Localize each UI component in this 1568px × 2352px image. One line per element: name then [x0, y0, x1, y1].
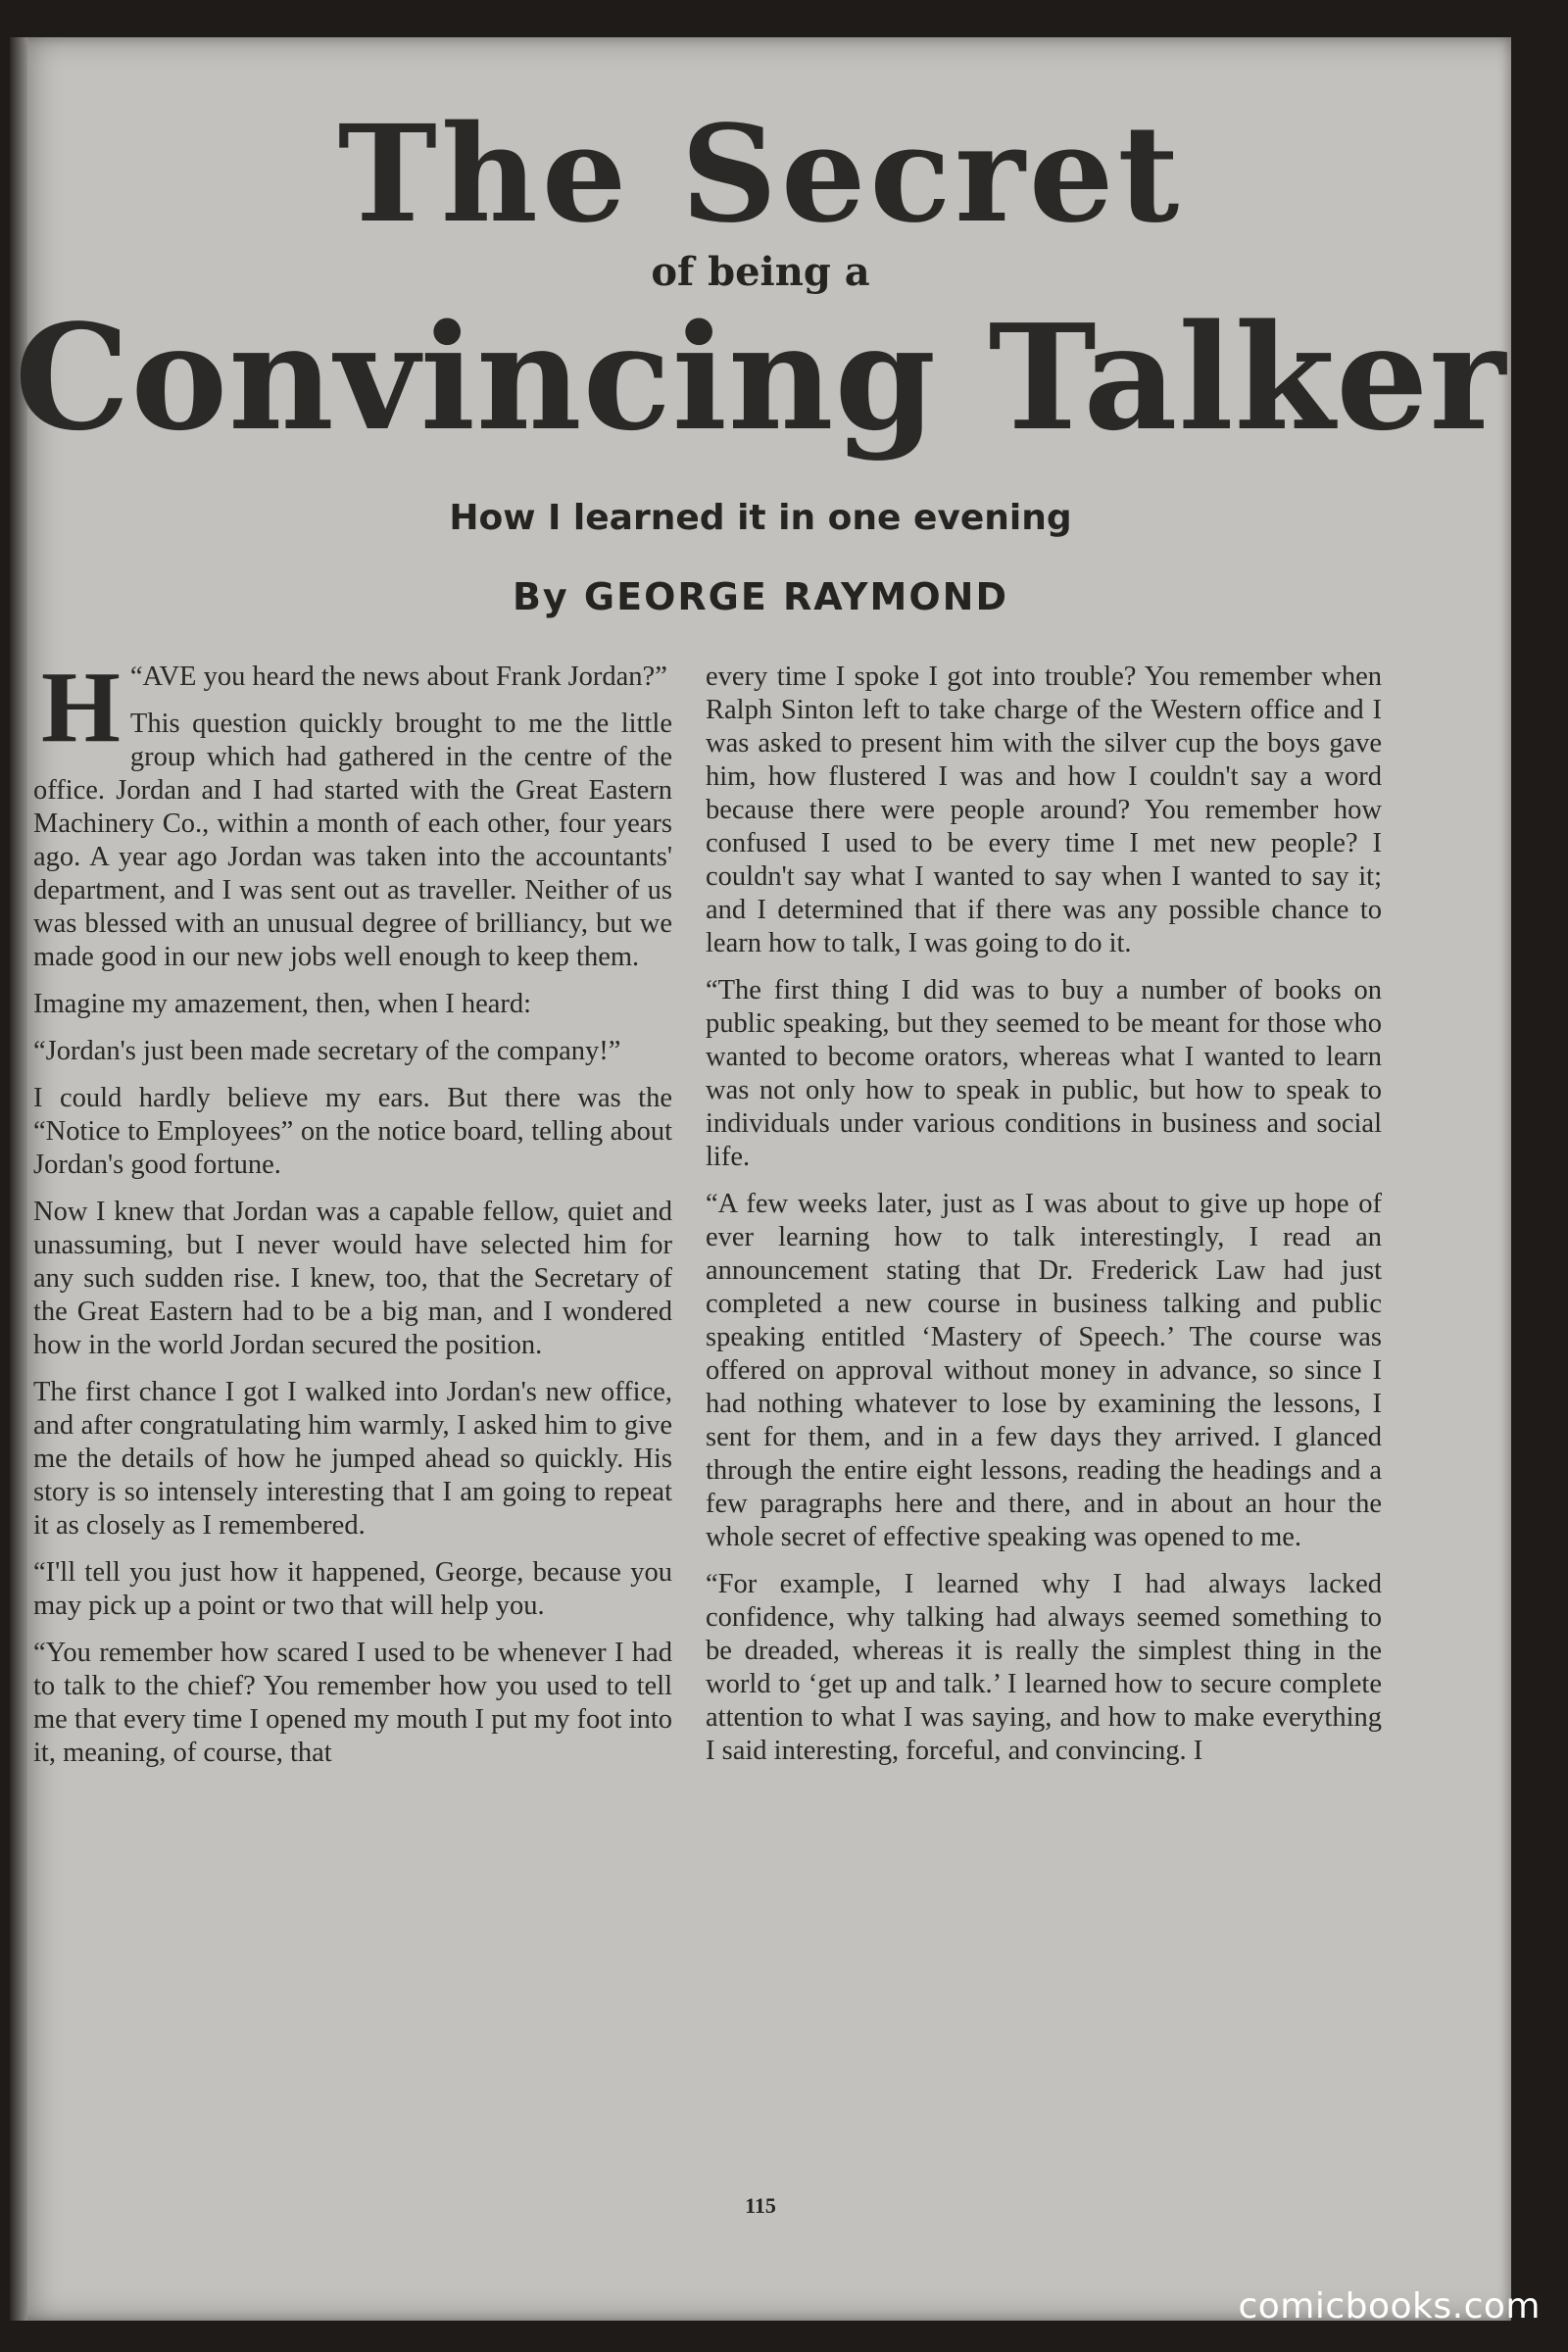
article-subtitle: How I learned it in one evening — [449, 498, 1072, 538]
paragraph: “A few weeks later, just as I was about to give up hope of ever learning how to talk interestingly, I read an announcement stating that Dr. Frederick Law had just completed a new course in business talking and public speaking entitled ‘Mastery of Speech.’ The course was offered on approval without money in advance, so since I had nothing whatever to lose by examining the lessons, I sent for them, and in a few days they arrived. I glanced through the entire eight lessons, reading the headings and a few paragraphs here and there, and in about an hour the whole secret of effective speaking was opened to me. — [706, 1189, 1382, 1552]
paragraph: Now I knew that Jordan was a capable fellow, quiet and unassuming, but I never would have selected him for any such sudden rise. I knew, too, that the Secretary of the Great Eastern had to be a big man, and I wondered how in the world Jordan secured the position. — [33, 1197, 672, 1360]
paragraph: “You remember how scared I used to be whenever I had to talk to the chief? You remember how you used to tell me that every time I opened my mouth I put my foot into it, meaning, of course, that — [33, 1638, 672, 1768]
paragraph: “I'll tell you just how it happened, George, because you may pick up a point or two that will help you. — [33, 1557, 672, 1621]
paragraph: The first chance I got I walked into Jordan's new office, and after congratulating him warmly, I asked him to give me the details of how he jumped ahead so quickly. His story is so intensely interesting that I am going to repeat it as closely as I remembered. — [33, 1377, 672, 1541]
title-line-2: of being a — [651, 249, 870, 295]
magazine-page — [10, 37, 1511, 2321]
paragraph: “Jordan's just been made secretary of the company!” — [33, 1036, 621, 1066]
drop-cap: H — [41, 651, 121, 763]
paragraph: I could hardly believe my ears. But there was the “Notice to Employees” on the notice board, telling about Jordan's good fortune. — [33, 1083, 672, 1180]
paragraph: H “AVE you heard the news about Frank Jordan?” — [41, 651, 667, 763]
title-line-3: Convincing Talker — [14, 292, 1507, 463]
right-text-column — [706, 661, 1382, 1782]
paragraph: Imagine my amazement, then, when I heard: — [33, 989, 532, 1019]
left-text-column — [33, 651, 672, 1784]
site-watermark: comicbooks.com — [1238, 2286, 1541, 2327]
title-line-1: The Secret — [337, 96, 1184, 253]
paragraph: This question quickly brought to me the little group which had gathered in the centre of the office. Jordan and I had started with the Great Eastern Machinery Co., within a month of each other, four years ago. A year ago Jordan was taken into the accountants' department, and I was sent out as traveller. Neither of us was blessed with an unusual degree of brilliancy, but we made good in our new jobs well enough to keep them. — [33, 709, 672, 972]
paragraph: “The first thing I did was to buy a number of books on public speaking, but they seemed to be meant for those who wanted to become orators, whereas what I wanted to learn was not only how to speak in public, but how to speak to individuals under various conditions in business and social life. — [706, 975, 1382, 1172]
page-number: 115 — [745, 2193, 776, 2218]
paragraph: every time I spoke I got into trouble? You remember when Ralph Sinton left to take charge of the Western office and I was asked to present him with the silver cup the boys gave him, how flustered I was and how I couldn't say a word because there were people around? You remember how confused I used to be every time I met new people? I couldn't say what I wanted to say when I wanted to say it; and I determined that if there was any possible chance to learn how to talk, I was going to do it. — [706, 662, 1382, 958]
paragraph: “For example, I learned why I had always lacked confidence, why talking had always seemed something to be dreaded, whereas it is really the simplest thing in the world to ‘get up and talk.’ I learned how to secure complete attention to what I was saying, and how to make everything I said interesting, forceful, and convincing. I — [706, 1569, 1382, 1766]
article-byline: By GEORGE RAYMOND — [512, 575, 1009, 618]
